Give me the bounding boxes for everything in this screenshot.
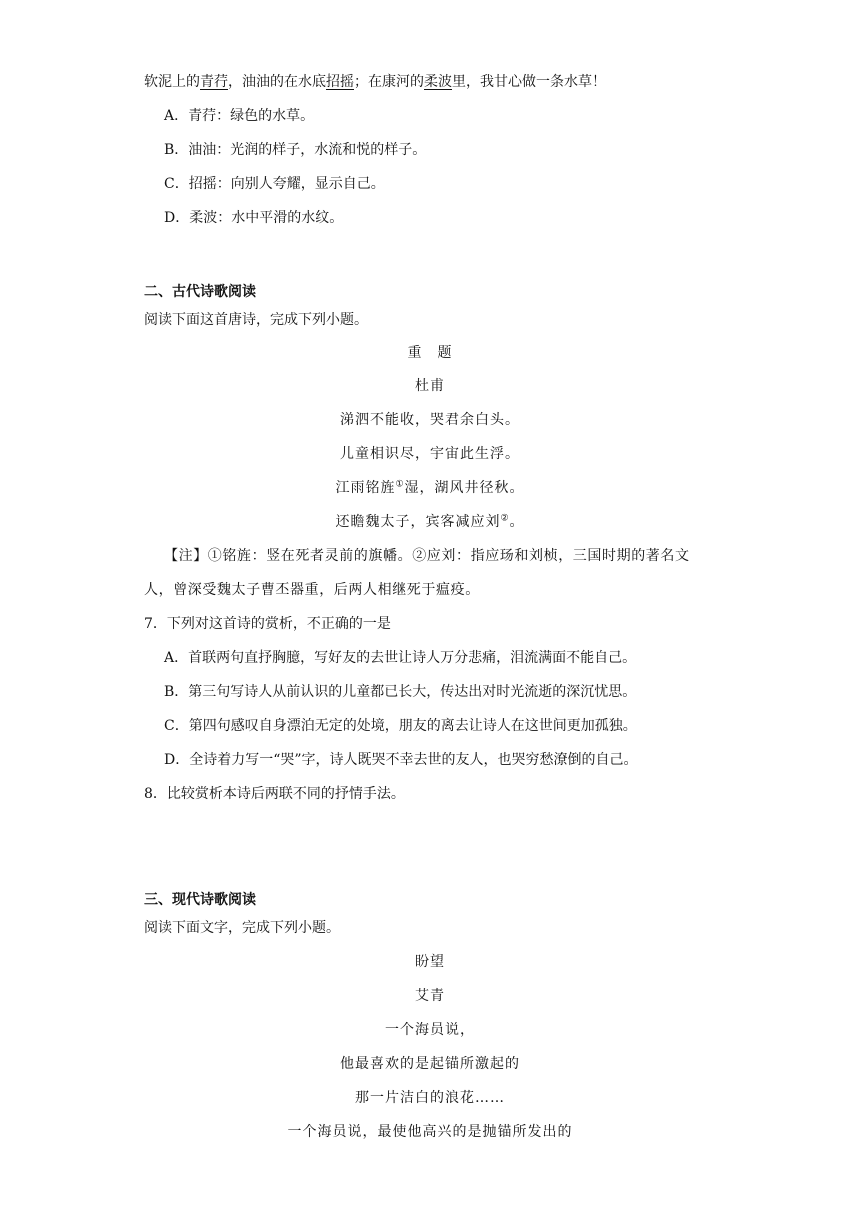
sentence-text: ，油油的在水底 [228,74,326,90]
section-instruction: 阅读下面文字，完成下列小题。 [144,920,340,936]
poem-title: 盼望 [415,954,445,970]
poem-note-cont: 人，曾深受魏太子曹丕器重，后两人相继死于瘟疫。 [144,582,480,598]
sentence-text: ；在康河的 [354,74,424,90]
poem-line-text: 儿童相识尽，宇宙此生浮。 [340,446,520,462]
option-c: C．招摇：向别人夸耀，显示自己。 [164,176,385,192]
option-a: A．青荇：绿色的水草。 [164,108,315,124]
q7-option-d: D．全诗着力写一“哭”字，诗人既哭不幸去世的友人，也哭穷愁潦倒的自己。 [164,752,638,768]
poem-line-text: 。 [509,514,525,530]
poem-line-text: 湿，湖风井径秋。 [404,480,525,496]
poem-author: 杜甫 [415,378,445,394]
poem-author: 艾青 [415,988,445,1004]
poem-line-text: 江雨铭旌 [335,480,396,496]
option-d: D．柔波：水中平滑的水纹。 [164,210,344,226]
poem-title: 重 题 [407,345,453,361]
poem-note: 【注】①铭旌：竖在死者灵前的旗幡。②应刘：指应玚和刘桢，三国时期的著名文 [164,548,690,564]
question-8: 8．比较赏析本诗后两联不同的抒情手法。 [144,786,405,802]
underlined-word: 柔波 [424,74,452,90]
sentence-text: 里，我甘心做一条水草！ [452,74,606,90]
poem-line [0,478,860,498]
q7-option-c: C．第四句感叹自身漂泊无定的处境，朋友的离去让诗人在这世间更加孤独。 [164,718,637,734]
poem-line: 一个海员说，最使他高兴的是抛锚所发出的 [287,1124,573,1140]
poem-line: 一个海员说， [385,1022,475,1038]
section-heading: 三、现代诗歌阅读 [144,892,256,908]
question-7: 7．下列对这首诗的赏析，不正确的一是 [144,616,391,632]
section-instruction: 阅读下面这首唐诗，完成下列小题。 [144,312,368,328]
section-heading: 二、古代诗歌阅读 [144,284,256,300]
footnote-marker: ② [500,513,510,524]
footnote-marker: ① [395,479,405,490]
poem-line [0,512,860,532]
vocab-sentence [144,72,606,92]
poem-line: 那一片洁白的浪花…… [355,1090,505,1106]
underlined-word: 青荇 [200,74,228,90]
poem-line [0,410,860,430]
q7-option-b: B．第三句写诗人从前认识的儿童都已长大，传达出对时光流逝的深沉忧思。 [164,684,637,700]
q7-option-a: A．首联两句直抒胸臆，写好友的去世让诗人万分悲痛，泪流满面不能自己。 [164,650,637,666]
poem-line: 他最喜欢的是起锚所激起的 [340,1056,520,1072]
sentence-text: 软泥上的 [144,74,200,90]
poem-line-text: 还瞻魏太子，宾客减应刘 [335,514,501,530]
poem-line [0,444,860,464]
poem-line-text: 涕泗不能收，哭君余白头。 [340,412,520,428]
underlined-word: 招摇 [326,74,354,90]
option-b: B．油油：光润的样子，水流和悦的样子。 [164,142,427,158]
